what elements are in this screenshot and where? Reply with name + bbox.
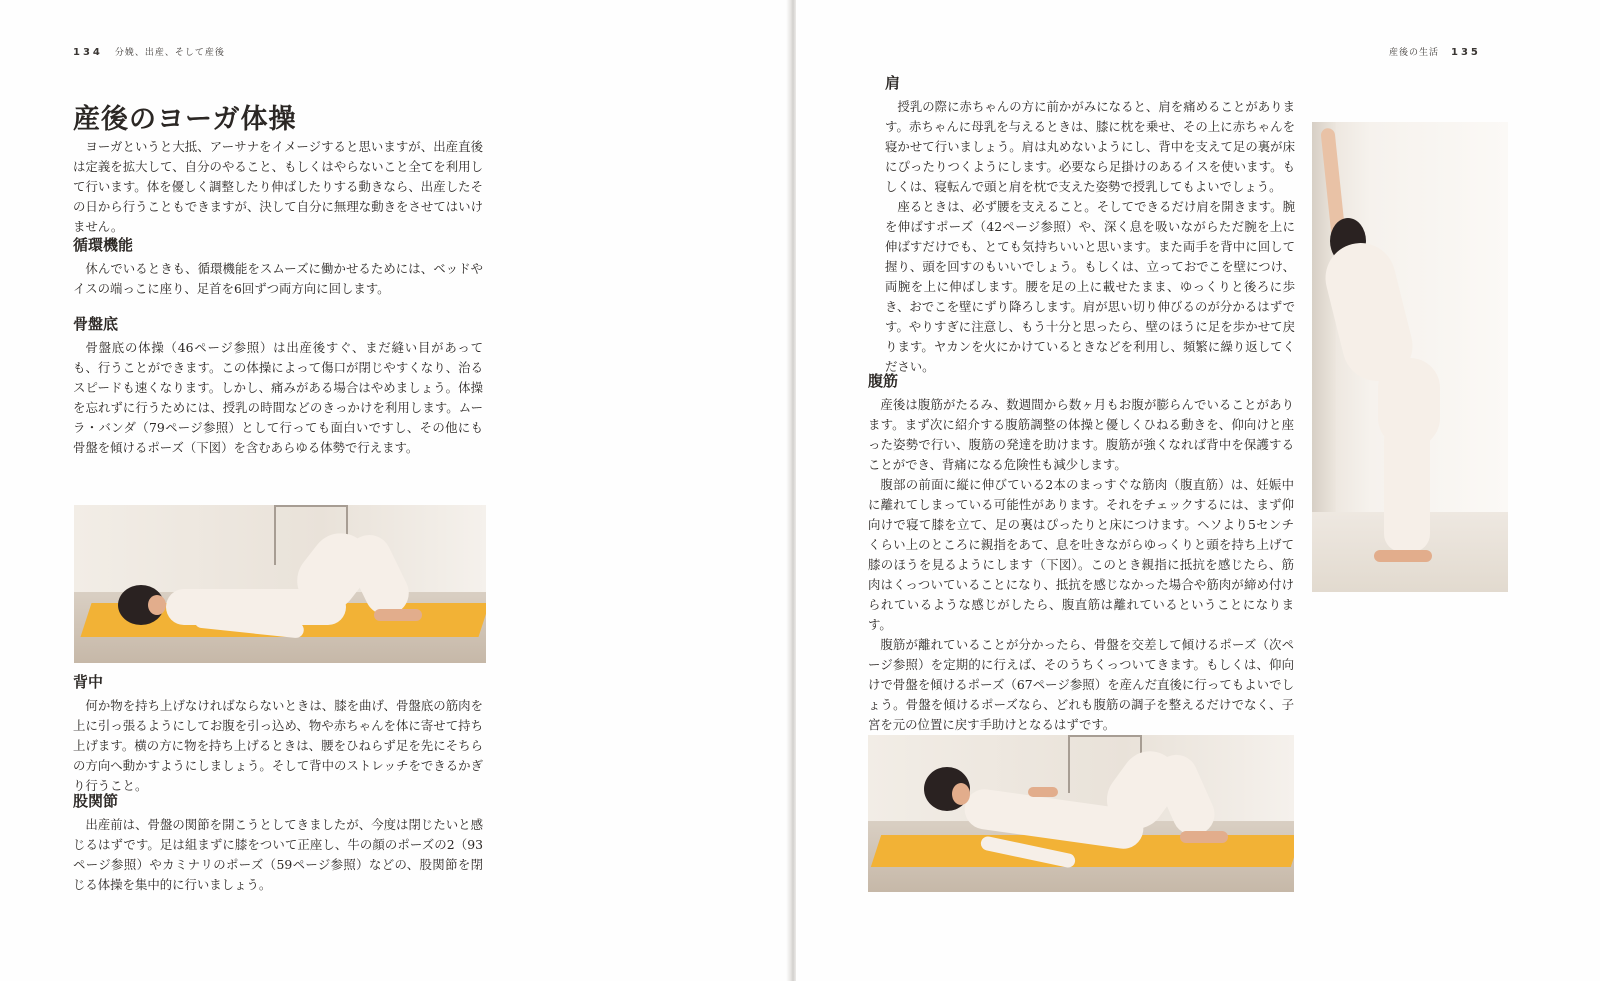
photo-pelvic-tilt bbox=[74, 505, 486, 663]
photo-hand bbox=[1028, 787, 1058, 797]
right-page-number: 135 bbox=[1451, 47, 1481, 58]
section-heading: 股関節 bbox=[73, 792, 119, 810]
section-hip-joint bbox=[73, 791, 483, 895]
right-page bbox=[796, 0, 1600, 981]
section-heading: 骨盤底 bbox=[73, 315, 119, 333]
chapter-title: 産後のヨーガ体操 bbox=[73, 104, 297, 135]
photo-feet bbox=[1180, 831, 1228, 843]
section-heading: 循環機能 bbox=[73, 236, 134, 254]
section-heading: 背中 bbox=[73, 673, 104, 691]
left-page-number: 134 bbox=[73, 47, 103, 58]
section-circulation bbox=[73, 235, 483, 299]
intro-paragraph: ヨーガというと大抵、アーサナをイメージすると思いますが、出産直後は定義を拡大して、自分のやること、もしくはやらないこと全てを利用して行います。体を優しく調整したり伸ばしたりする動きなら、出産したその日から行うこともできますが、決して自分に無理な動きをさせてはいけません。 bbox=[73, 139, 483, 234]
section-paragraph: 腹部の前面に縦に伸びている2本のまっすぐな筋肉（腹直筋）は、妊娠中に離れてしまっている可能性があります。それをチェックするには、まず仰向けで寝て膝を立て、足の裏はぴったりと床につけます。ヘソより5センチくらい上のところに親指をあて、息を吐きながらゆっくりと頭を持ち上げて膝のほうを見るようにします（下図）。このとき親指に抵抗を感じたら、筋肉はくっついていることになり、抵抗を感じなかった場合や筋肉が締め付けられているような感じがしたら、腹直筋は離れているということになります。 bbox=[868, 477, 1294, 632]
section-abdominals bbox=[868, 371, 1294, 735]
photo-feet bbox=[374, 609, 422, 621]
left-page bbox=[0, 0, 790, 981]
photo-legs bbox=[1384, 422, 1430, 552]
right-running-header bbox=[1389, 45, 1481, 58]
section-paragraph: 何か物を持ち上げなければならないときは、膝を曲げ、骨盤底の筋肉を上に引っ張るようにしてお腹を引っ込め、物や赤ちゃんを体に寄せて持ち上げます。横の方に物を持ち上げるときは、腰をひねらず足を先にそちらの方向へ動かすようにしましょう。そして背中のストレッチをできるかぎり行うこと。 bbox=[73, 698, 483, 793]
right-running-head: 産後の生活 bbox=[1389, 48, 1440, 58]
section-paragraph: 授乳の際に赤ちゃんの方に前かがみになると、肩を痛めることがあります。赤ちゃんに母乳を与えるときは、膝に枕を乗せ、その上に赤ちゃんを寝かせて行いましょう。肩は丸めないようにし、背中を支えて足の裏が床にぴったりつくようにします。必要なら足掛けのあるイスを使います。もしくは、寝転んで頭と肩を枕で支えた姿勢で授乳してもよいでしょう。 bbox=[885, 99, 1295, 194]
photo-feet bbox=[1374, 550, 1432, 562]
photo-face bbox=[148, 595, 166, 615]
left-running-head: 分娩、出産、そして産後 bbox=[114, 48, 225, 58]
section-back bbox=[73, 672, 483, 796]
left-running-header bbox=[73, 45, 225, 58]
photo-wall-stretch bbox=[1312, 122, 1508, 592]
section-pelvic-floor bbox=[73, 314, 483, 458]
section-shoulders bbox=[885, 73, 1295, 377]
section-paragraph: 産後は腹筋がたるみ、数週間から数ヶ月もお腹が膨らんでいることがあります。まず次に紹介する腹筋調整の体操と優しくひねる動きを、仰向けと座った姿勢で行い、腹筋の発達を助けます。腹筋が強くなれば背中を保護することができ、背痛になる危険性も減少します。 bbox=[868, 397, 1294, 472]
section-heading: 肩 bbox=[885, 74, 901, 92]
section-paragraph: 骨盤底の体操（46ページ参照）は出産後すぐ、まだ縫い目があっても、行うことができます。この体操によって傷口が閉じやすくなり、治るスピードも速くなります。しかし、痛みがある場合はやめましょう。体操を忘れずに行うためには、授乳の時間などのきっかけを利用します。ムーラ・バンダ（79ページ参照）として行っても面白いですし、その他にも骨盤を傾けるポーズ（下図）を含むあらゆる体勢で行えます。 bbox=[73, 340, 483, 455]
photo-abdominal-check bbox=[868, 735, 1294, 892]
section-paragraph: 出産前は、骨盤の関節を開こうとしてきましたが、今度は閉じたいと感じるはずです。足は組まずに膝をついて正座し、牛の顔のポーズの2（93ページ参照）やカミナリのポーズ（59ページ参照）などの、股関節を閉じる体操を集中的に行いましょう。 bbox=[73, 817, 483, 892]
section-paragraph: 腹筋が離れていることが分かったら、骨盤を交差して傾けるポーズ（次ページ参照）を定期的に行えば、そのうちくっついてきます。もしくは、仰向けで骨盤を傾けるポーズ（67ページ参照）を産んだ直後に行ってもよいでしょう。骨盤を傾けるポーズなら、どれも腹筋の調子を整えるだけでなく、子宮を元の位置に戻す手助けとなるはずです。 bbox=[868, 637, 1294, 732]
section-paragraph: 座るときは、必ず腰を支えること。そしてできるだけ肩を開きます。腕を伸ばすポーズ（42ページ参照）や、深く息を吸いながらただ腕を上に伸ばすだけでも、とても気持ちいいと思います。また両手を背中に回して握り、頭を回すのもいいでしょう。もしくは、立っておでこを壁につけ、両腕を上に伸ばします。腰を足の上に載せたまま、ゆっくりと後ろに歩き、おでこを壁にずり降ろします。肩が思い切り伸びるのが分かるはずです。やりすぎに注意し、もう十分と思ったら、壁のほうに足を歩かせて戻ります。ヤカンを火にかけているときなどを利用し、頻繁に繰り返してください。 bbox=[885, 199, 1295, 374]
section-paragraph: 休んでいるときも、循環機能をスムーズに働かせるためには、ベッドやイスの端っこに座り、足首を6回ずつ両方向に回します。 bbox=[73, 261, 483, 296]
section-heading: 腹筋 bbox=[868, 372, 899, 390]
photo-face bbox=[952, 783, 970, 805]
intro-block bbox=[73, 137, 483, 237]
